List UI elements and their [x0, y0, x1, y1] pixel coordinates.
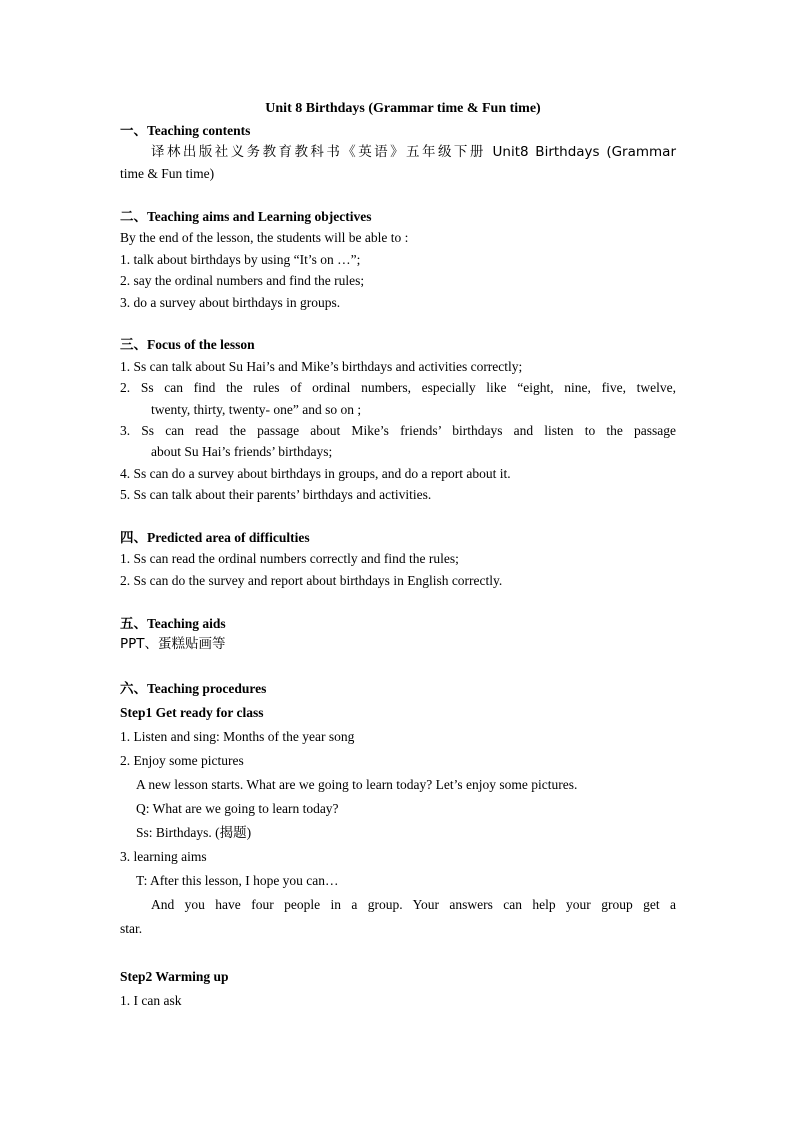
focus-item: 3. Ss can read the passage about Mike’s friends’ birthdays and listen to the passage [120, 423, 676, 439]
procedure-line: 1. I can ask [120, 992, 182, 1008]
procedure-line: A new lesson starts. What are we going to learn today? Let’s enjoy some pictures. [136, 776, 578, 792]
focus-item: 4. Ss can do a survey about birthdays in groups, and do a report about it. [120, 465, 511, 481]
procedure-line: And you have four people in a group. Your answers can help your group get a [151, 896, 676, 912]
section-heading-teaching-aims: 二、Teaching aims and Learning objectives [120, 209, 372, 225]
teaching-aids-line: PPT、蛋糕贴画等 [120, 636, 226, 653]
spacer [120, 313, 676, 334]
section-heading-teaching-aids: 五、Teaching aids [120, 615, 226, 631]
focus-item: 1. Ss can talk about Su Hai’s and Mike’s birthdays and activities correctly; [120, 358, 523, 374]
difficulty-item: 2. Ss can do the survey and report about birthdays in English correctly. [120, 572, 503, 588]
procedure-line: star. [120, 920, 143, 936]
teaching-contents-line-1: 译林出版社义务教育教科书《英语》五年级下册 Unit8 Birthdays (Grammar [151, 143, 676, 160]
step-heading: Step1 Get ready for class [120, 704, 264, 720]
procedure-line: 3. learning aims [120, 848, 207, 864]
procedure-line: 1. Listen and sing: Months of the year song [120, 728, 355, 744]
focus-item-continued: twenty, thirty, twenty- one” and so on ; [151, 401, 362, 417]
difficulty-item: 1. Ss can read the ordinal numbers correctly and find the rules; [120, 551, 459, 567]
procedure-line: 2. Enjoy some pictures [120, 752, 244, 768]
focus-item-continued: about Su Hai’s friends’ birthdays; [151, 444, 333, 460]
section-heading-focus: 三、Focus of the lesson [120, 337, 255, 353]
document-page [120, 98, 676, 1013]
section-heading-procedures: 六、Teaching procedures [120, 680, 267, 696]
procedure-line: Q: What are we going to learn today? [136, 800, 339, 816]
aims-item: 3. do a survey about birthdays in groups. [120, 294, 341, 310]
spacer [120, 941, 676, 965]
teaching-contents-line-2: time & Fun time) [120, 166, 215, 182]
aims-item: 1. talk about birthdays by using “It’s on …”; [120, 251, 361, 267]
spacer [120, 656, 676, 677]
section-heading-difficulties: 四、Predicted area of difficulties [120, 530, 310, 546]
aims-intro: By the end of the lesson, the students will be able to : [120, 230, 409, 246]
procedure-line: Ss: Birthdays. (揭题) [136, 824, 252, 840]
spacer [120, 185, 676, 206]
aims-item: 2. say the ordinal numbers and find the rules; [120, 273, 365, 289]
focus-item: 5. Ss can talk about their parents’ birthdays and activities. [120, 487, 432, 503]
spacer [120, 506, 676, 527]
procedure-line: T: After this lesson, I hope you can… [136, 872, 339, 888]
spacer [120, 591, 676, 612]
document-title: Unit 8 Birthdays (Grammar time & Fun time) [265, 101, 541, 116]
step-heading: Step2 Warming up [120, 968, 229, 984]
focus-item: 2. Ss can find the rules of ordinal numbers, especially like “eight, nine, five, twelve, [120, 380, 676, 396]
section-heading-teaching-contents: 一、Teaching contents [120, 123, 251, 139]
